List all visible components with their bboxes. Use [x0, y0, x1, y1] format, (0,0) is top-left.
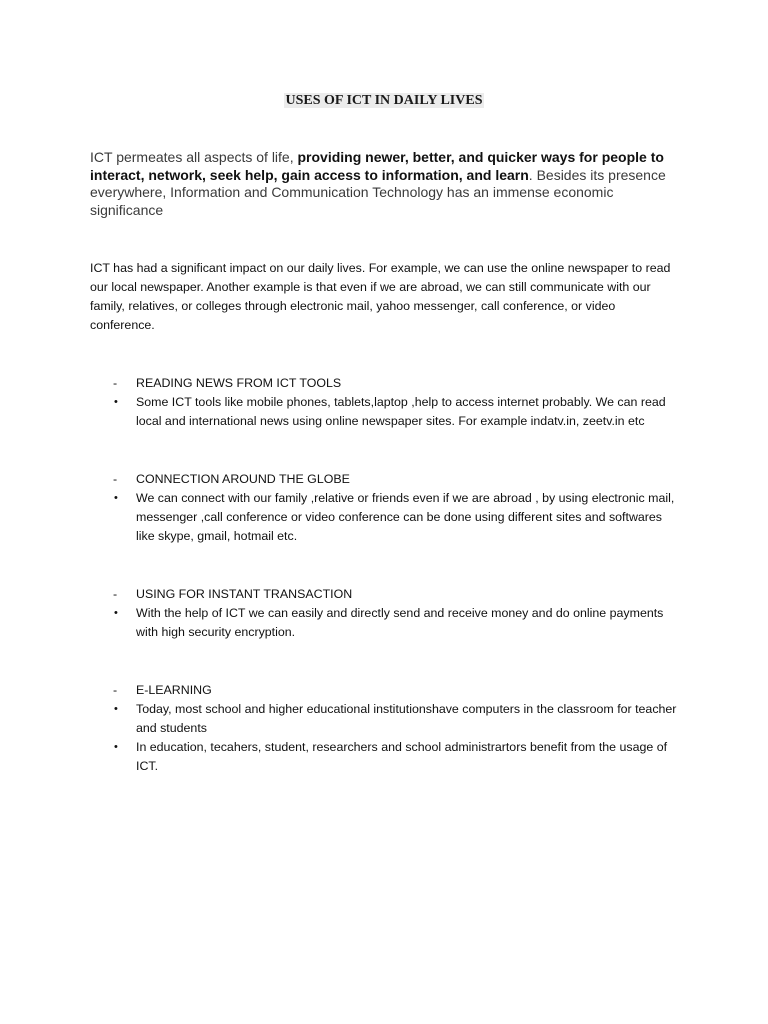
- list-item: [0, 393, 768, 431]
- document-title-text: USES OF ICT IN DAILY LIVES: [285, 93, 483, 108]
- section-heading: [0, 470, 768, 489]
- dash-marker: -: [113, 683, 118, 697]
- dash-marker: -: [113, 472, 118, 486]
- list-item-text: In education, tecahers, student, researchers and school administrartors benefit from the usage of ICT.: [136, 740, 668, 773]
- intro-paragraph: [90, 149, 680, 219]
- section-heading: [0, 681, 768, 700]
- section-heading-text: USING FOR INSTANT TRANSACTION: [136, 587, 353, 601]
- dash-marker: -: [113, 587, 118, 601]
- section-heading-text: E-LEARNING: [136, 683, 212, 697]
- section-heading-text: CONNECTION AROUND THE GLOBE: [136, 472, 350, 486]
- bullet-icon: •: [114, 741, 118, 753]
- section-heading: [0, 374, 768, 393]
- bullet-icon: •: [114, 607, 118, 619]
- document-title: [0, 92, 768, 110]
- list-item-text: With the help of ICT we can easily and directly send and receive money and do online payments with high security encryption.: [136, 606, 664, 639]
- list-item: [0, 489, 768, 546]
- bullet-icon: •: [114, 492, 118, 504]
- list-item: [0, 738, 768, 776]
- list-item: [0, 604, 768, 642]
- section-heading-text: READING NEWS FROM ICT TOOLS: [136, 376, 342, 390]
- list-item-text: Today, most school and higher educational institutionshave computers in the classroom for teacher and students: [136, 702, 677, 735]
- section-e-learning: [0, 681, 768, 776]
- list-item-text: Some ICT tools like mobile phones, tablets,laptop ,help to access internet probably. We can read local and international news using online newspaper sites. For example indatv.in, zeetv.in etc: [136, 395, 666, 428]
- bullet-icon: •: [114, 703, 118, 715]
- section-reading-news: [0, 374, 768, 431]
- section-connection-globe: [0, 470, 768, 546]
- list-item: [0, 700, 768, 738]
- section-instant-transaction: [0, 585, 768, 642]
- intro-lead: ICT permeates all aspects of life,: [90, 149, 298, 165]
- body-paragraph: ICT has had a significant impact on our daily lives. For example, we can use the online newspaper to read our local newspaper. Another example is that even if we are abroad, we can still communicate with our family, relatives, or colleges through electronic mail, yahoo messenger, call conference, or video conference.: [90, 261, 671, 332]
- intro-bold: providing newer, better, and quicker ways for people to interact, network, seek help, gain access to information, and learn: [90, 149, 664, 183]
- list-item-text: We can connect with our family ,relative or friends even if we are abroad , by using electronic mail, messenger ,call conference or video conference can be done using different sites and softwares like skype, gmail, hotmail etc.: [136, 491, 675, 543]
- dash-marker: -: [113, 376, 118, 390]
- intro-tail: . Besides its presence everywhere, Information and Communication Technology has an immense economic significance: [90, 166, 666, 218]
- section-heading: [0, 585, 768, 604]
- bullet-icon: •: [114, 396, 118, 408]
